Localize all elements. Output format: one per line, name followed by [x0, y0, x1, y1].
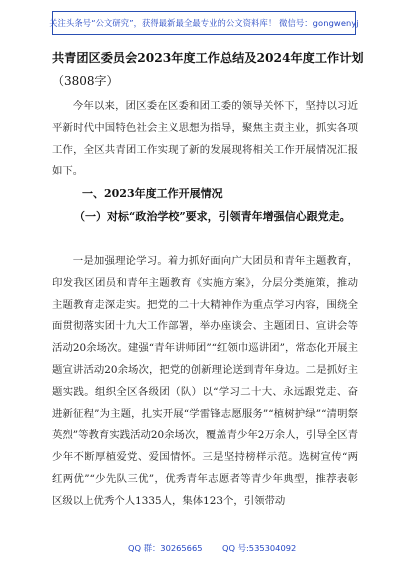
document-title: 共青团区委员会2023年度工作总结及2024年度工作计划	[52, 51, 364, 65]
promo-banner	[49, 11, 359, 35]
word-count: （3808字）	[52, 74, 119, 88]
qq-group-label: QQ 群：30265665	[128, 543, 203, 553]
promo-banner-text: 关注头条号“公文研究”，获得最新最全最专业的公文资料库！ 微信号：gongwenyj	[49, 18, 359, 28]
qq-number-label: QQ 号:535304092	[222, 543, 297, 553]
section-heading: 一、2023年度工作开展情况	[82, 187, 223, 200]
intro-paragraph: 今年以来，团区委在区委和团工委的领导关怀下，坚持以习近平新时代中国特色社会主义思想为指导，聚焦主责主业，抓实各项工作，全区共青团工作实现了新的发展现将相关工作开展情况汇报如下。	[52, 100, 358, 178]
body-paragraph: 一是加强理论学习。着力抓好面向广大团员和青年主题教育，印发我区团员和青年主题教育《实施方案》，分层分类施策，推动主题教育走深走实。把党的二十大精神作为重点学习内容，围绕全面贯彻落实团十九大工作部署，举办座谈会、主题团日、宣讲会等活动20余场次。建强“青年讲师团”“红领巾巡讲团”，常态化开展主题宣讲活动20余场次，把党的创新理论送到青年身边。二是抓好主题实践。组织全区各级团（队）以“学习二十大、永远跟党走、奋进新征程”为主题，扎实开展“学雷锋志愿服务”“植树护绿”“清明祭英烈”等教育实践活动20余场次，覆盖青少年2万余人，引导全区青少年不断厚植爱党、爱国情怀。三是坚持榜样示范。选树宣传“两红两优”“少先队三优”，优秀青年志愿者等青少年典型，推荐表彰区级以上优秀个人1335人，集体123个，引领带动	[52, 255, 358, 507]
subsection-heading: （一）对标“政治学校”要求，引领青年增强信心跟党走。	[74, 210, 351, 223]
